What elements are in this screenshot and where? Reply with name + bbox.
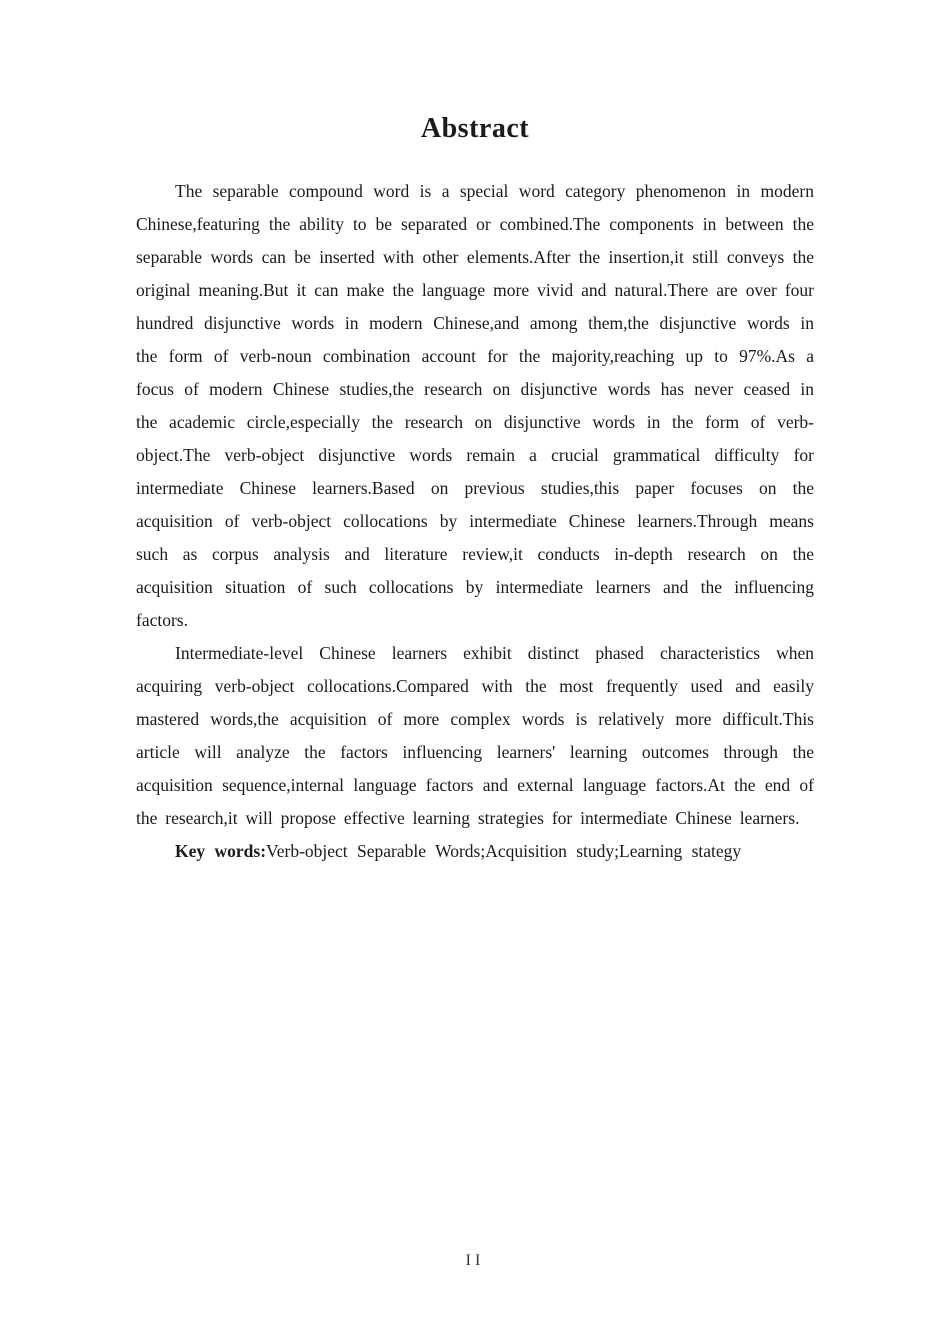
abstract-paragraph-2: Intermediate-level Chinese learners exhibit distinct phased characteristics when acquiring verb-object collocations.Compared with the most frequently used and easily mastered words,the acquisition of more complex words is relatively more difficult.This article will analyze the factors influencing learners' learning outcomes through the acquisition sequence,internal language factors and external language factors.At the end of the research,it will propose effective learning strategies for intermediate Chinese learners. xyxy=(136,643,814,828)
keywords-line xyxy=(136,835,814,868)
keywords-text: Verb-object Separable Words;Acquisition study;Learning stategy xyxy=(266,841,742,861)
page-number: II xyxy=(465,1252,485,1269)
page-title: Abstract xyxy=(420,113,530,144)
abstract-paragraph-1: The separable compound word is a special word category phenomenon in modern Chinese,featuring the ability to be separated or combined.The components in between the separable words can be inserted with other elements.After the insertion,it still conveys the original meaning.But it can make the language more vivid and natural.There are over four hundred disjunctive words in modern Chinese,and among them,the disjunctive words in the form of verb-noun combination account for the majority,reaching up to 97%.As a focus of modern Chinese studies,the research on disjunctive words has never ceased in the academic circle,especially the research on disjunctive words in the form of verb-object.The verb-object disjunctive words remain a crucial grammatical difficulty for intermediate Chinese learners.Based on previous studies,this paper focuses on the acquisition of verb-object collocations by intermediate Chinese learners.Through means such as corpus analysis and literature review,it conducts in-depth research on the acquisition situation of such collocations by intermediate learners and the influencing factors. xyxy=(136,181,814,630)
keywords-label: Key words: xyxy=(175,841,267,861)
abstract-body xyxy=(136,175,814,868)
